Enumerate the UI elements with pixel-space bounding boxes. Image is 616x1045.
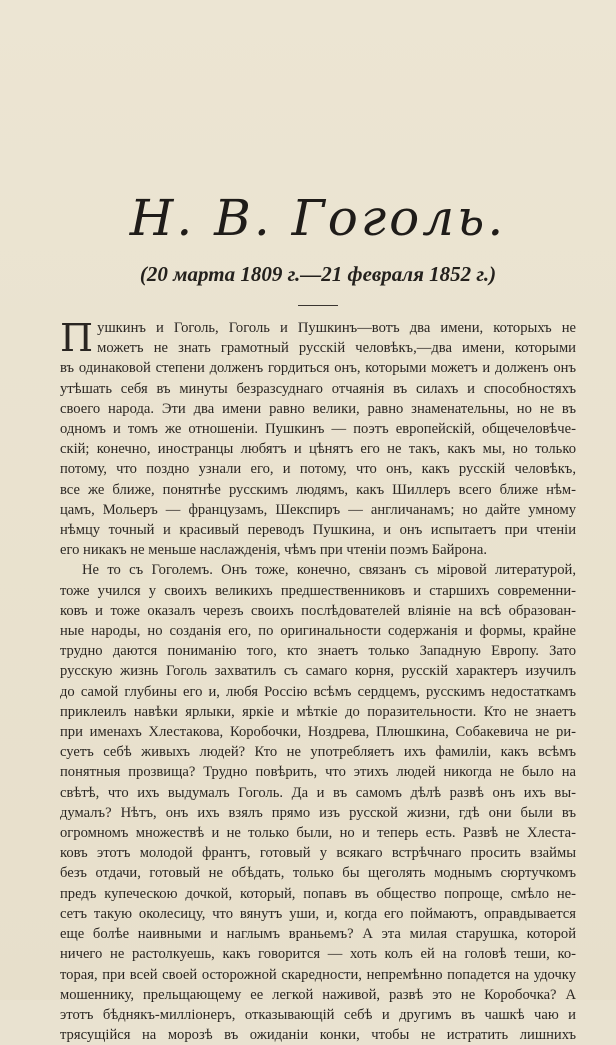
text-line: понятныя прозвища? Трудно повѣрить, что этихъ людей никогда не было на: [60, 764, 576, 781]
text-line: одномъ и томъ же отношеніи. Пушкинъ — поэтъ европейскій, общечеловѣче-: [60, 421, 576, 438]
page-title: Н. В. Гоголь.: [129, 189, 507, 247]
paragraph-2: [60, 560, 576, 1045]
text-line: думалъ? Нѣтъ, онъ ихъ взялъ прямо изъ русской жизни, гдѣ они были въ: [60, 804, 576, 821]
text-line: до самой глубины его и, любя Россію всѣмъ сердцемъ, русскимъ недостаткамъ: [60, 683, 576, 700]
text-line: свѣтѣ, что ихъ выдумалъ Гоголь. Да и въ самомъ дѣлѣ развѣ онъ ихъ вы-: [60, 784, 576, 801]
text-line: своего народа. Эти два имени равно велики, равно знаменательны, но не въ: [60, 400, 576, 417]
text-line: русскую жизнь Гоголь захватилъ съ самаго корня, русскій характеръ изучилъ: [60, 663, 576, 680]
text-line: торая, при всей своей осторожной скаредности, непремѣнно попадется на удочку: [60, 966, 576, 983]
top-margin: [60, 0, 576, 188]
text-line: ные народы, но созданія его, по оригинальности содержанія и формы, крайне: [60, 623, 576, 640]
text-line: предъ купеческою дочкой, который, попавъ въ общество попроще, смѣло не-: [60, 885, 576, 902]
text-line: его никакъ не меньше наслажденія, чѣмъ при чтеніи поэмъ Байрона.: [60, 542, 487, 559]
text-line: приклеилъ навѣки ярлыки, яркіе и мѣткіе до поразительности. Кто не знаетъ: [60, 703, 576, 720]
life-dates-subtitle: (20 марта 1809 г.—21 февраля 1852 г.): [139, 262, 497, 286]
text-line: этотъ бѣднякъ-милліонеръ, отказывающій себѣ и другимъ въ чашкѣ чаю и: [60, 1006, 576, 1023]
text-line: утѣшать себя въ минуты безразсуднаго отчаянія въ силахъ и способностяхъ: [60, 380, 576, 397]
text-line: огромномъ множествѣ и не только были, но и теперь есть. Развѣ не Хлеста-: [60, 825, 576, 842]
text-line: тоже учился у своихъ великихъ предшественниковъ и старшихъ современни-: [60, 582, 576, 599]
drop-cap: П: [60, 318, 94, 360]
text-line: ушкинъ и Гоголь, Гоголь и Пушкинъ—вотъ два имени, которыхъ не: [97, 320, 576, 336]
text-line: въ одинаковой степени долженъ гордиться онъ, которыми можетъ и долженъ онъ: [60, 360, 576, 377]
text-line: скій; конечно, иностранцы любятъ и цѣнятъ его не такъ, какъ мы, но только: [60, 441, 576, 458]
divider-rule: [298, 305, 338, 306]
text-line: можетъ не знать грамотный русскій человѣкъ,—два имени, которыми: [97, 340, 576, 357]
text-line: сетъ такую околесицу, что вянутъ уши, и, когда его поймаютъ, оправдывается: [60, 905, 576, 922]
text-line: безъ отдачи, готовый не обѣдать, только бы щеголять моднымъ сюртучкомъ: [60, 865, 576, 882]
text-line: цамъ, Мольеръ — французамъ, Шекспиръ — англичанамъ; но дайте умному: [60, 501, 576, 518]
text-line: Не то съ Гоголемъ. Онъ тоже, конечно, связанъ съ міровой литературой,: [82, 562, 576, 579]
body-text: [60, 318, 576, 1045]
text-line: потому, что поздно узнали его, и потому, что онъ, какъ русскій человѣкъ,: [60, 461, 576, 478]
paragraph-1-lines: [60, 318, 576, 560]
text-line: при именахъ Хлестакова, Коробочки, Ноздрева, Плюшкина, Собакевича не ри-: [60, 724, 576, 741]
text-line: ковъ этотъ молодой франтъ, готовый у всякаго встрѣчнаго просить взаймы: [60, 845, 576, 862]
text-line: суетъ себѣ живыхъ людей? Кто не употребляетъ ихъ фамиліи, какъ всѣмъ: [60, 744, 576, 761]
text-line: все же ближе, понятнѣе русскимъ людямъ, какъ Шиллеръ всего ближе нѣм-: [60, 481, 576, 498]
text-line: трудно даются пониманію того, кто знаетъ только Западную Европу. Зато: [60, 643, 576, 660]
text-line: трясущійся на морозѣ въ ожиданіи конки, чтобы не истратить лишнихъ: [60, 1027, 576, 1044]
text-line: еще болѣе наивными и наглымъ враньемъ? А эта милая старушка, которой: [60, 926, 576, 943]
text-line: нѣмцу точный и красивый переводъ Пушкина, и онъ испытаетъ при чтеніи: [60, 522, 576, 539]
text-line: ничего не растолкуешь, какъ говорится — хоть колъ ей на головѣ теши, ко-: [60, 946, 576, 963]
paragraph-1: [60, 318, 576, 560]
text-line: мошеннику, прельщающему ее легкой наживой, развѣ это не Коробочка? А: [60, 986, 576, 1003]
text-line: ковъ и тоже оказалъ черезъ своихъ послѣдователей вліяніе на всѣ образован-: [60, 602, 576, 619]
